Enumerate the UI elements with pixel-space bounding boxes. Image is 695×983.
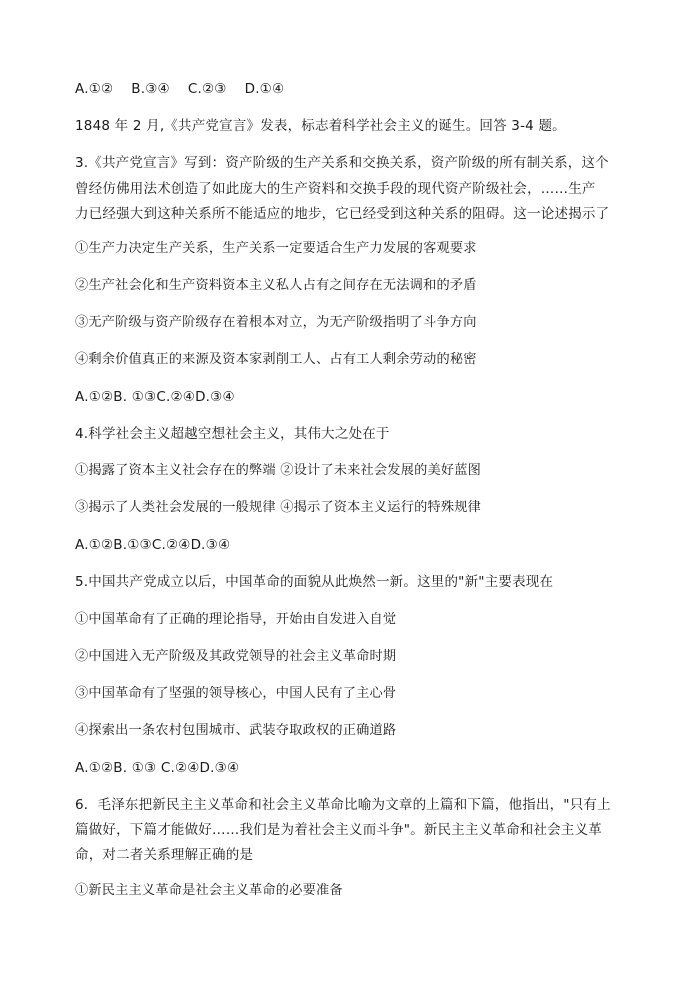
q3-stem-line-1: 3.《共产党宣言》写到：资产阶级的生产关系和交换关系，资产阶级的所有制关系，这个 xyxy=(75,155,609,171)
q5-item-3: ③中国革命有了坚强的领导核心，中国人民有了主心骨 xyxy=(75,686,397,701)
q3-stem-line-3: 力已经强大到这种关系所不能适应的地步，它已经受到这种关系的阻碍。这一论述揭示了 xyxy=(75,206,610,222)
q2-answer-options xyxy=(75,80,635,98)
q3-item-3: ③无产阶级与资产阶级存在着根本对立，为无产阶级指明了斗争方向 xyxy=(75,315,477,330)
q5-answers: A.①②B. ①③ C.②④D.③④ xyxy=(75,760,240,776)
q5-item-4: ④探索出一条农村包围城市、武装夺取政权的正确道路 xyxy=(75,723,397,738)
q5-stem: 5.中国共产党成立以后，中国革命的面貌从此焕然一新。这里的"新"主要表现在 xyxy=(75,574,554,590)
option-b: B.③④ xyxy=(131,81,170,97)
q3-stem-line-2: 曾经仿佛用法术创造了如此庞大的生产资料和交换手段的现代资产阶级社会，……生产 xyxy=(75,181,596,197)
q6-stem-line-2: 篇做好，下篇才能做好……我们是为着社会主义而斗争"。新民主主义革命和社会主义革 xyxy=(75,822,603,838)
option-a: A.①② xyxy=(75,81,114,97)
q5-item-1: ①中国革命有了正确的理论指导，开始由自发进入自觉 xyxy=(75,612,397,627)
q6-stem-line-1: 6．毛泽东把新民主主义革命和社会主义革命比喻为文章的上篇和下篇，他指出，"只有上 xyxy=(75,797,611,813)
q4-items-line-1: ①揭露了资本主义社会存在的弊端 ②设计了未来社会发展的美好蓝图 xyxy=(75,463,482,478)
option-c: C.②③ xyxy=(187,81,227,97)
q3-item-2: ②生产社会化和生产资料资本主义私人占有之间存在无法调和的矛盾 xyxy=(75,278,477,293)
option-d: D.①④ xyxy=(244,81,285,97)
q3-item-4: ④剩余价值真正的来源及资本家剥削工人、占有工人剩余劳动的秘密 xyxy=(75,352,477,367)
q4-items-line-2: ③揭示了人类社会发展的一般规律 ④揭示了资本主义运行的特殊规律 xyxy=(75,500,482,515)
q4-stem: 4.科学社会主义超越空想社会主义，其伟大之处在于 xyxy=(75,426,390,442)
q3-answers: A.①②B. ①③C.②④D.③④ xyxy=(75,389,235,405)
q6-item-1: ①新民主主义革命是社会主义革命的必要准备 xyxy=(75,883,343,898)
q4-answers: A.①②B.①③C.②④D.③④ xyxy=(75,537,231,553)
q5-item-2: ②中国进入无产阶级及其政党领导的社会主义革命时期 xyxy=(75,649,397,664)
intro-1848: 1848 年 2 月,《共产党宣言》发表，标志着科学社会主义的诞生。回答 3-4 题。 xyxy=(75,118,566,134)
q6-stem-line-3: 命，对二者关系理解正确的是 xyxy=(75,847,254,863)
q3-item-1: ①生产力决定生产关系，生产关系一定要适合生产力发展的客观要求 xyxy=(75,241,477,256)
